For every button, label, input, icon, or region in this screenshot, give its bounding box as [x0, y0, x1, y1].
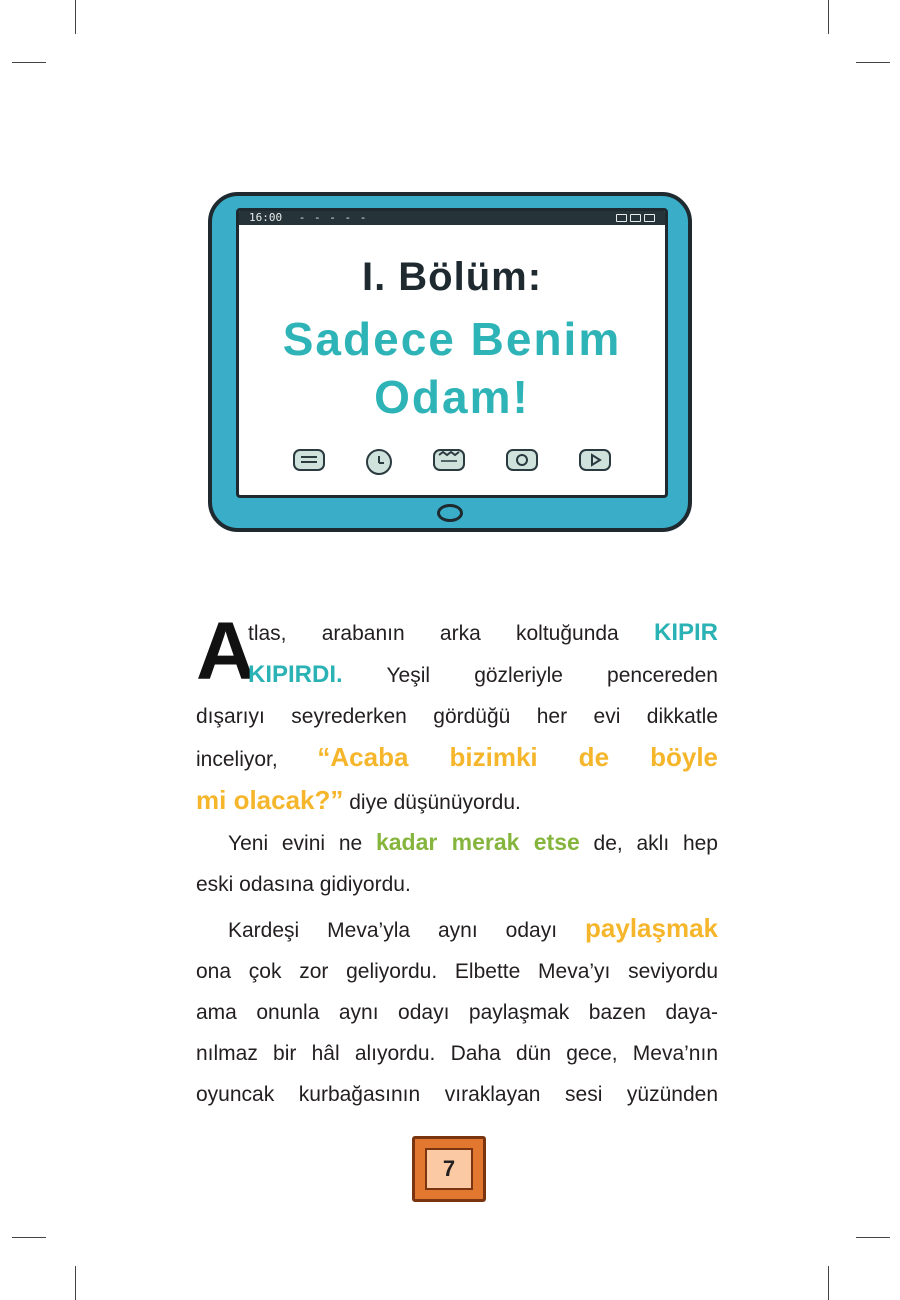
text-line: tlas, arabanın arka koltuğunda KIPIR	[248, 619, 718, 646]
camera-icon	[506, 449, 538, 471]
text-line: eski odasına gidiyordu.	[196, 873, 411, 896]
highlight-word: paylaşmak	[585, 913, 718, 943]
crop-mark	[828, 0, 829, 34]
battery-icon	[616, 214, 655, 222]
paragraph-1	[196, 606, 718, 823]
crop-mark	[856, 62, 890, 63]
text-line: ona çok zor geliyordu. Elbette Meva’yı seviyordu	[196, 960, 718, 983]
crop-mark	[75, 1266, 76, 1300]
status-bar	[239, 211, 665, 225]
highlight-phrase: kadar merak etse	[375, 829, 580, 855]
crop-mark	[856, 1237, 890, 1238]
highlight-word: KIPIRDI.	[248, 661, 343, 688]
drop-cap: A	[196, 606, 256, 697]
clock-icon	[366, 449, 392, 475]
page-number-frame	[412, 1136, 486, 1202]
text-line: Kardeşi Meva’yla aynı odayı paylaşmak	[228, 913, 718, 943]
status-time: 16:00	[249, 211, 283, 224]
crop-mark	[75, 0, 76, 34]
gallery-icon	[433, 449, 465, 471]
paragraph-3	[196, 908, 718, 1115]
video-play-icon	[579, 449, 611, 471]
crop-mark	[12, 62, 46, 63]
home-button-icon	[437, 504, 463, 522]
text-line: ama onunla aynı odayı paylaşmak bazen daya-	[196, 1001, 718, 1024]
highlight-quote: mi olacak?”	[196, 785, 344, 815]
chapter-title-line2: Odam!	[374, 371, 530, 423]
chapter-title-line1: Sadece Benim	[282, 313, 622, 365]
text-line: KIPIRDI. Yeşil gözleriyle pencereden	[248, 661, 718, 688]
highlight-quote: “Acaba bizimki de böyle	[317, 742, 718, 772]
chapter-title	[239, 310, 665, 426]
crop-mark	[828, 1266, 829, 1300]
status-dashes: - - - - -	[298, 211, 368, 224]
text-line: nılmaz bir hâl alıyordu. Daha dün gece, Meva’nın	[196, 1042, 718, 1065]
text-line: oyuncak kurbağasının vıraklayan sesi yüzünden	[196, 1083, 718, 1106]
tablet-illustration	[208, 192, 692, 532]
menu-icon	[293, 449, 325, 471]
crop-mark	[12, 1237, 46, 1238]
page-number: 7	[425, 1148, 473, 1190]
text-line: dışarıyı seyrederken gördüğü her evi dikkatle	[196, 705, 718, 728]
chapter-label: I. Bölüm:	[361, 255, 543, 299]
text-line: mi olacak?” diye düşünüyordu.	[196, 785, 521, 815]
tablet-screen	[236, 208, 668, 498]
highlight-word: KIPIR	[653, 619, 718, 646]
text-line: inceliyor, “Acaba bizimki de böyle	[196, 742, 718, 772]
paragraph-2	[196, 822, 718, 905]
text-line: Yeni evini ne kadar merak etse de, aklı hep	[228, 829, 718, 855]
app-icon-row	[239, 449, 665, 475]
